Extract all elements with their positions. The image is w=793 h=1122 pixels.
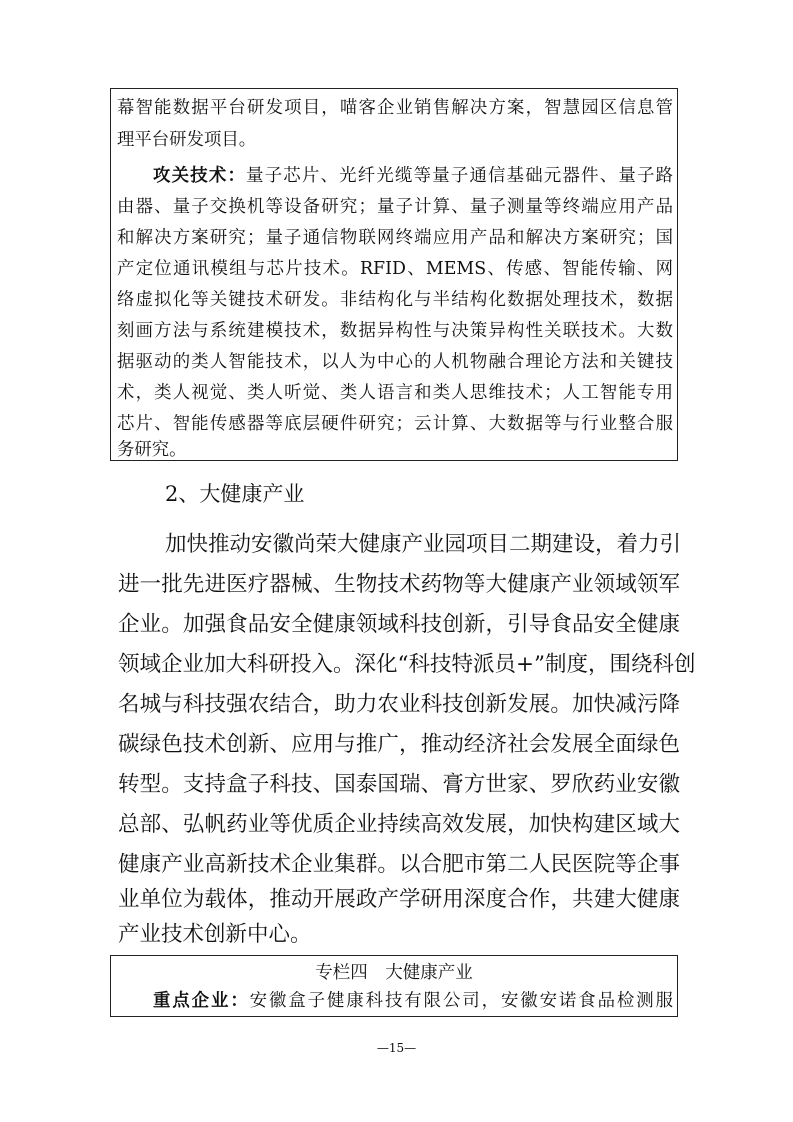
- box-text: 量子芯片、光纤光缆等量子通信基础元器件、量子路: [246, 166, 673, 186]
- paragraph-line: 产业技术创新中心。: [118, 922, 312, 947]
- box-text-line: 刻画方法与系统建模技术，数据异构性与决策异构性关联技术。大数: [117, 321, 673, 341]
- paragraph-line: 进一批先进医疗器械、生物技术药物等大健康产业领域领军: [118, 572, 680, 597]
- paragraph-line: 领域企业加大科研投入。深化“科技特派员+”制度，围绕科创: [118, 652, 696, 677]
- box-text-line: 务研究。: [117, 440, 187, 460]
- box-text-line-with-label: [153, 165, 673, 187]
- paragraph-line: 总部、弘帆药业等优质企业持续高效发展，加快构建区域大: [118, 812, 680, 837]
- section-heading: 2、大健康产业: [165, 482, 305, 506]
- paragraph-line: 企业。加强食品安全健康领域科技创新，引导食品安全健康: [118, 612, 680, 637]
- box-text-line: 和解决方案研究；量子通信物联网终端应用产品和解决方案研究；国: [117, 228, 673, 248]
- key-enterprise-label: 重点企业：: [153, 991, 250, 1011]
- box-text-line: 据驱动的类人智能技术，以人为中心的人机物融合理论方法和关键技: [117, 352, 673, 372]
- column-box: [110, 955, 678, 1017]
- box-text-line: 理平台研发项目。: [117, 130, 257, 150]
- column-title: 专栏四 大健康产业: [315, 963, 473, 983]
- paragraph-line: 业单位为载体，推动开展政产学研用深度合作，共建大健康: [118, 887, 680, 912]
- box-text-line: 由器、量子交换机等设备研究；量子计算、量子测量等终端应用产品: [117, 197, 673, 217]
- box-text-line: 幕智能数据平台研发项目，喵客企业销售解决方案，智慧园区信息管: [117, 98, 673, 118]
- paragraph-line: 转型。支持盒子科技、国泰国瑞、膏方世家、罗欣药业安徽: [118, 772, 680, 797]
- box-text: 安徽盒子健康科技有限公司，安徽安诺食品检测服: [249, 991, 673, 1011]
- page-number: —15—: [376, 1041, 417, 1055]
- box-text-line: 芯片、智能传感器等底层硬件研究；云计算、大数据等与行业整合服: [117, 414, 673, 434]
- box-text-line-with-label: [153, 990, 673, 1012]
- paragraph-line: 健康产业高新技术企业集群。以合肥市第二人民医院等企事: [118, 852, 680, 877]
- paragraph-line: 加快推动安徽尚荣大健康产业园项目二期建设，着力引: [165, 532, 682, 557]
- paragraph-line: 名城与科技强农结合，助力农业科技创新发展。加快减污降: [118, 692, 680, 717]
- tech-box: [110, 88, 678, 461]
- paragraph-line: 碳绿色技术创新、应用与推广，推动经济社会发展全面绿色: [118, 732, 680, 757]
- box-text-line: 术，类人视觉、类人听觉、类人语言和类人思维技术；人工智能专用: [117, 383, 673, 403]
- box-text-line: 络虚拟化等关键技术研发。非结构化与半结构化数据处理技术，数据: [117, 290, 673, 310]
- key-tech-label: 攻关技术：: [153, 166, 247, 186]
- box-text-line: 产定位通讯模组与芯片技术。RFID、MEMS、传感、智能传输、网: [117, 259, 673, 279]
